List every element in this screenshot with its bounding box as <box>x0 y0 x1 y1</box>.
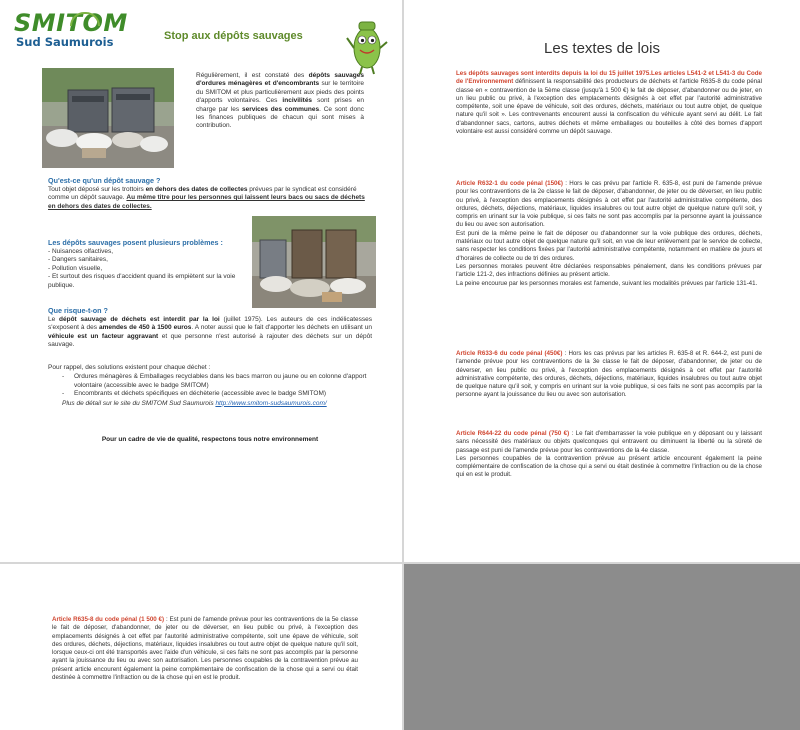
page-one <box>0 0 402 562</box>
solution-item: - Ordures ménagères & Emballages recyclables dans les bacs marron ou jaune ou en colonne d'apport volontaire (accessible avec le badge SMITOM) <box>56 373 372 390</box>
page-two <box>404 0 800 562</box>
article-r632-1: Article R632-1 du code pénal (150€) : Hors le cas prévu par l'article R. 635-8, est puni de l'amende prévue pour les contraventions de la 2e classe le fait de déposer, d'abandonner, de jeter ou de déverser, en lieu public ou privé, à l'exception des emplacements désignés à cet effet par l'autorité administrative compétente, des ordures, déchets, déjections, matériaux, liquides insalubres ou tout autre objet de quelque nature qu'il soit, y compris en urinant sur la voie publique, si ces faits ne sont pas accomplis par la personne ayant la jouissance du lieu ou avec son autorisation. Est puni de la même peine le fait de déposer ou d'abandonner sur la voie publique des ordures, déchets, matériaux ou tout autre objet de quelque nature qu'il soit, en vue de leur enlèvement par le service de collecte, sans respecter les conditions fixées par l'autorité administrative compétente, notamment en matière de jours et d'horaires de collecte ou de tri des ordures. Les personnes morales peuvent être déclarées responsables pénalement, dans les conditions prévues par l'article 121-2, des infractions définies au présent article. La peine encourue par les personnes morales est l'amende, suivant les modalités prévues par l'article 131-41. <box>456 180 762 287</box>
article-r644-22: Article R644-22 du code pénal (750 €) : Le fait d'embarrasser la voie publique en y déposant ou y laissant sans nécessité des matériaux ou objets quelconques qui entravent ou diminuent la liberté ou la sûreté de passage est puni de l'amende prévue pour les contraventions de la 4e classe. Les personnes coupables de la contravention prévue au présent article encourent également la peine complémentaire de confiscation de la chose qui a servi ou était destinée à commettre l'infraction ou de la chose qui en est le produit. <box>456 430 762 479</box>
dumping-photo-1 <box>42 68 174 168</box>
smitom-logo <box>14 9 128 56</box>
problem-item: - Dangers sanitaires, <box>48 256 108 264</box>
reminder-lead: Pour rappel, des solutions existent pour chaque déchet : <box>48 364 211 371</box>
solutions-list <box>56 373 372 398</box>
more-info: Plus de détail sur le site du SMITOM Sud Saumurois http://www.smitom-sudsaumurois.com/ <box>62 399 327 407</box>
reminder-block <box>48 364 372 408</box>
dumping-photo-2 <box>252 216 376 308</box>
article-r633-6: Article R633-6 du code pénal (450€) : Hors les cas prévus par les articles R. 635-8 et R. 644-2, est puni de l'amende prévue pour les contraventions de la 3e classe le fait de déposer, d'abandonner, de jeter ou de déverser, en lieu public ou privé, à l'exception des emplacements désignés à cet effet par l'autorité administrative compétente, des ordures, déchets, déjections, matériaux, liquides insalubres ou tout autre objet de quelque nature qu'il soit, y compris en urinant sur la voie publique, si ces faits ne sont pas accomplis par la personne ayant la jouissance du lieu ou avec son autorisation. <box>456 350 762 399</box>
section-heading-definition: Qu'est-ce qu'un dépôt sauvage ? <box>48 176 161 185</box>
logo-brand: SMITOM <box>14 9 128 37</box>
footer-slogan: Pour un cadre de vie de qualité, respectons tous notre environnement <box>101 436 319 443</box>
section-heading-problems: Les dépôts sauvages posent plusieurs problèmes : <box>48 238 223 247</box>
problem-item: - Pollution visuelle, <box>48 264 103 272</box>
article-r635-8: Article R635-8 du code pénal (1 500 €) : Est puni de l'amende prévue pour les contraventions de la 5e classe le fait de déposer, d'abandonner, de jeter ou de déverser, en lieu public ou privé, à l'exception des emplacements désignés à cet effet par l'autorité administrative compétente, soit une épave de véhicule, soit des ordures, déchets, déjections, matériaux, liquides insalubres ou tout autre objet de quelque nature qu'il soit, lorsque ceux-ci ont été transportés avec l'aide d'un véhicule, si ces faits ne sont pas accomplis par la personne ayant la jouissance du lieu ou avec son autorisation. Les personnes coupables de la contravention prévue au présent article encourent également la peine complémentaire de confiscation de la chose qui a servi ou était destinée à commettre l'infraction ou de la chose qui en est le produit. <box>52 616 359 682</box>
smitom-website-link[interactable]: http://www.smitom-sudsaumurois.com/ <box>215 399 327 407</box>
empty-page-area <box>404 564 800 730</box>
risks-paragraph: Le dépôt sauvage de déchets est interdit par la loi (juillet 1975). Les auteurs de ces indélicatesses s'exposent à des amendes de 450 à 1500 euros. A noter aussi que le fait d'apporter les déchets en utilisant un véhicule est un facteur aggravant et que personne n'est autorisé à rajouter des déchets sur un dépôt sauvage. <box>48 316 372 349</box>
problem-item: - Nuisances olfactives, <box>48 248 114 255</box>
laws-intro: Les dépôts sauvages sont interdits depuis la loi du 15 juillet 1975.Les articles L541-2 et L541-3 du Code de l'Environnement définissent la responsabilité des producteurs de déchets et l'article R635-8 du code pénal classe en « contravention de la 5ème classe (jusqu'à 1 500 €) le fait de déposer, d'abandonner ou de jeter, en un lieu public ou privé, à l'exception des emplacements désignés à cet effet par l'autorité administrative compétente, soit une épave de véhicule, soit des ordures, déchets, matériaux ou tout autre objet, de quelque nature qu'il soit ». Les contrevenants encourent aussi la confiscation du véhicule ayant servi au délit. Le fait d'abandonner sacs, cartons, autres déchets et même emballages ou bouteilles à côté des bornes d'apport volontaire est aussi considéré comme un dépôt sauvage. <box>456 70 762 136</box>
problem-item: - Et surtout des risques d'accident quand ils empiètent sur la voie publique. <box>48 273 236 289</box>
logo-subtitle: Sud Saumurois <box>16 35 114 49</box>
intro-paragraph: Régulièrement, il est constaté des dépôts sauvages d'ordures ménagères et d'encombrants sur le territoire du SMITOM et plus particulièrement aux pieds des points d'apports volontaires. Ces incivilités sont prises en charge par les services des communes. Ce sont donc les finances publiques de chacun qui sont mises à contribution. <box>196 72 365 130</box>
solution-item: - Encombrants et déchets spécifiques en déchèterie (accessible avec le badge SMITOM) <box>56 390 372 398</box>
page-title: Stop aux dépôts sauvages <box>164 30 303 42</box>
mascot-icon <box>344 12 390 76</box>
problems-list <box>48 248 248 290</box>
laws-title: Les textes de lois <box>544 40 660 57</box>
page-three <box>0 564 402 730</box>
section-heading-risks: Que risque-t-on ? <box>48 306 108 315</box>
definition-paragraph: Tout objet déposé sur les trottoirs en dehors des dates de collectes prévues par le syndicat est considéré comme un dépôt sauvage. Au même titre pour les personnes qui laissent leurs bacs ou sacs de déchets en dehors des dates de collectes. <box>48 186 365 210</box>
